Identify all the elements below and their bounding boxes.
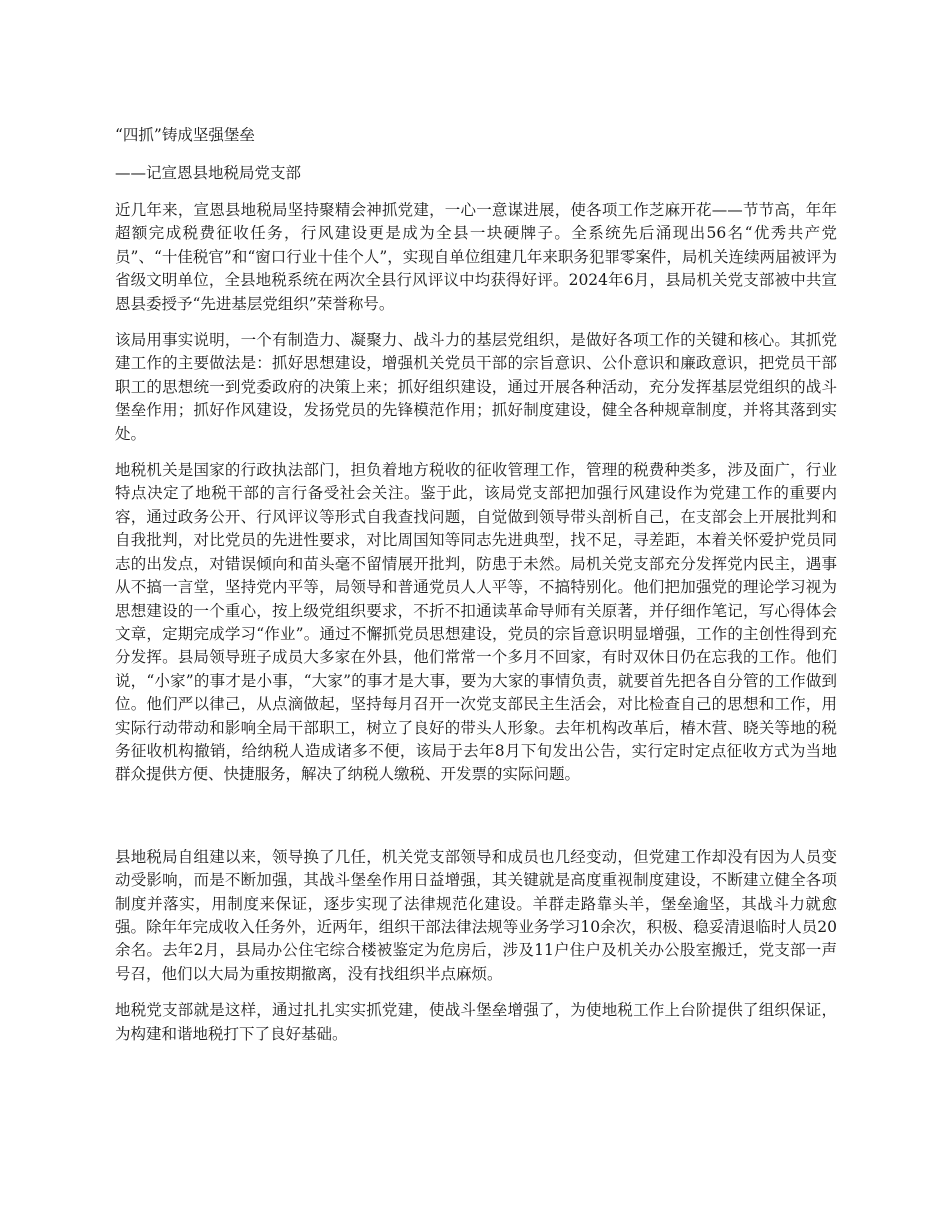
paragraph-methods: 该局用事实说明，一个有制造力、凝聚力、战斗力的基层党组织，是做好各项工作的关键和核心。其抓党建工作的主要做法是：抓好思想建设，增强机关党员干部的宗旨意识、公仆意识和廉政意识，把党员干部职工的思想统一到党委政府的决策上来；抓好组织建设，通过开展各种活动，充分发挥基层党组织的战斗堡垒作用；抓好作风建设，发扬党员的先锋模范作用；抓好制度建设，健全各种规章制度，并将其落到实处。	[115, 331, 837, 443]
article-subtitle: ——记宣恩县地税局党支部	[115, 164, 302, 182]
paragraph-intro: 近几年来，宣恩县地税局坚持聚精会神抓党建，一心一意谋进展，使各项工作芝麻开花——节节高，年年超额完成税费征收任务，行风建设更是成为全县一块硬牌子。全系统先后涌现出56名“优秀共产党员”、“十佳税官”和“窗口行业十佳个人”，实现自单位组建几年来职务犯罪零案件，局机关连续两届被评为省级文明单位，全县地税系统在两次全县行风评议中均获得好评。2024年6月，县局机关党支部被中共宣恩县委授予“先进基层党组织”荣誉称号。	[115, 201, 837, 313]
paragraph-spacer	[115, 800, 837, 846]
paragraph-system: 县地税局自组建以来，领导换了几任，机关党支部领导和成员也几经变动，但党建工作却没有因为人员变动受影响，而是不断加强，其战斗堡垒作用日益增强，其关键就是高度重视制度建设，不断建立健全各项制度并落实，用制度来保证，逐步实现了法律规范化建设。羊群走路靠头羊，堡垒逾坚，其战斗力就愈强。除年年完成收入任务外，近两年，组织干部法律法规等业务学习10余次，积极、稳妥清退临时人员20余名。去年2月，县局办公住宅综合楼被鉴定为危房后，涉及11户住户及机关办公股室搬迁，党支部一声号召，他们以大局为重按期撤离，没有找组织半点麻烦。	[115, 847, 837, 983]
document-page	[115, 123, 837, 1059]
article-title: “四抓”铸成坚强堡垒	[115, 126, 255, 144]
paragraph-conclusion: 地税党支部就是这样，通过扎扎实实抓党建，使战斗堡垒增强了，为使地税工作上台阶提供了组织保证，为构建和谐地税打下了良好基础。	[115, 1001, 837, 1043]
paragraph-conduct: 地税机关是国家的行政执法部门，担负着地方税收的征收管理工作，管理的税费种类多，涉及面广，行业特点决定了地税干部的言行备受社会关注。鉴于此，该局党支部把加强行风建设作为党建工作的重要内容，通过政务公开、行风评议等形式自我查找问题，自觉做到领导带头剖析自己，在支部会上开展批判和自我批判，对比党员的先进性要求，对比周国知等同志先进典型，找不足，寻差距，本着关怀爱护党员同志的出发点，对错误倾向和苗头毫不留情展开批判，防患于未然。局机关党支部充分发挥党内民主，遇事从不搞一言堂，坚持党内平等，局领导和普通党员人人平等，不搞特别化。他们把加强党的理论学习视为思想建设的一个重心，按上级党组织要求，不折不扣通读革命导师有关原著，并仔细作笔记，写心得体会文章，定期完成学习“作业”。通过不懈抓党员思想建设，党员的宗旨意识明显增强，工作的主创性得到充分发挥。县局领导班子成员大多家在外县，他们常常一个多月不回家，有时双休日仍在忘我的工作。他们说，“小家”的事才是小事，“大家”的事才是大事，要为大家的事情负责，就要首先把各自分管的工作做到位。他们严以律己，从点滴做起，坚持每月召开一次党支部民主生活会，对比检查自己的思想和工作，用实际行动带动和影响全局干部职工，树立了良好的带头人形象。去年机构改革后，椿木营、晓关等地的税务征收机构撤销，给纳税人造成诸多不便，该局于去年8月下旬发出公告，实行定时定点征收方式为当地群众提供方便、快捷服务，解决了纳税人缴税、开发票的实际问题。	[115, 461, 837, 784]
